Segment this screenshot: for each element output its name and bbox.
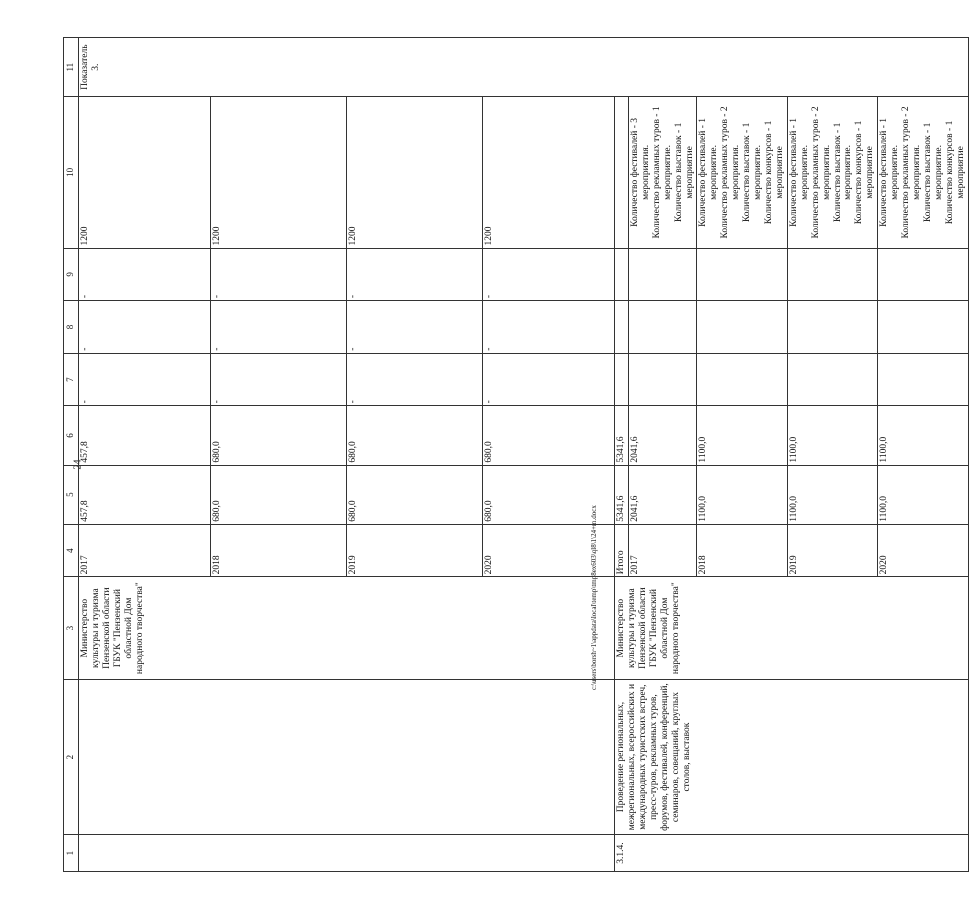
cell-total-label: Итого <box>615 524 629 577</box>
table-row-block1 <box>79 38 615 872</box>
cell-col5 <box>79 465 615 524</box>
cell-executor: Министерство культуры и туризма Пензенской области ГБУК "Пензенский областной Дом народного творчества" <box>79 577 615 680</box>
footer-file-path: c:\users\borsh~1\appdata\local\temp\tmp8ex603\ql8\1\24+m.docx <box>590 505 598 690</box>
value: - <box>79 249 210 301</box>
value: - <box>484 347 495 351</box>
year: 2020 <box>484 555 495 575</box>
value: - <box>210 249 346 301</box>
cell-col8 <box>79 301 615 354</box>
program-table <box>63 37 969 872</box>
value: 680,0 <box>346 466 482 524</box>
cell-years <box>79 524 615 577</box>
header-cell: 8 <box>64 301 79 354</box>
cell-empty <box>628 353 697 406</box>
value: 1200 <box>210 97 346 247</box>
cell-empty <box>615 248 629 301</box>
year: 2017 <box>79 525 210 577</box>
cell-executor: Министерство культуры и туризма Пензенской области ГБУК "Пензенский областной Дом народного творчества" <box>615 577 969 680</box>
cell-indicator: Показатель 3. <box>79 38 969 97</box>
year: 2018 <box>210 525 346 577</box>
cell-col10: Количество фестивалей - 1 мероприятие. Количество рекламных туров - 2 мероприятия. Количество выставок - 1 мероприятие. Количество конкурсов - 1 мероприятие <box>878 97 968 248</box>
value: - <box>79 354 210 406</box>
cell-num: 3.1.4. <box>615 835 969 872</box>
cell-empty <box>628 301 697 354</box>
header-cell: 2 <box>64 679 79 834</box>
cell-col9 <box>79 248 615 301</box>
value: 680,0 <box>484 500 495 522</box>
cell-event: Проведение региональных, межрегиональных, всероссийских и международных туристских встреч, пресс-туров, рекламных туров, форумов, фестивалей, конференций, семинаров, совещаний, круглых столов, выставок <box>615 679 969 834</box>
cell-empty <box>615 353 629 406</box>
value: - <box>346 301 482 353</box>
cell-empty <box>615 301 629 354</box>
value: 1200 <box>346 97 482 247</box>
cell-empty <box>787 301 877 354</box>
value: - <box>346 354 482 406</box>
table-row-total <box>615 38 629 872</box>
cell-year: 2017 <box>628 524 697 577</box>
value: - <box>79 301 210 353</box>
header-cell: 1 <box>64 835 79 872</box>
header-cell: 5 <box>64 465 79 524</box>
cell-col6: 1100,0 <box>787 406 877 465</box>
value: 457,8 <box>79 466 210 524</box>
cell-col5: 2041,6 <box>628 465 697 524</box>
cell-total-6: 5341,6 <box>615 406 629 465</box>
cell-empty <box>697 301 787 354</box>
rotated-table-wrapper <box>63 37 966 872</box>
cell-col6 <box>79 406 615 465</box>
cell-empty <box>697 353 787 406</box>
cell-empty <box>697 248 787 301</box>
value: 680,0 <box>484 441 495 463</box>
cell-total-5: 5341,6 <box>615 465 629 524</box>
cell-col6: 2041,6 <box>628 406 697 465</box>
cell-col7 <box>79 353 615 406</box>
cell-col5: 1100,0 <box>697 465 787 524</box>
header-cell: 4 <box>64 524 79 577</box>
value: 1200 <box>484 226 495 246</box>
cell-col10 <box>79 97 615 248</box>
cell-event-empty <box>79 679 615 834</box>
value: 1200 <box>79 97 210 247</box>
cell-empty <box>787 248 877 301</box>
cell-num-empty <box>79 835 615 872</box>
year: 2019 <box>346 525 482 577</box>
value: 457,8 <box>79 406 210 464</box>
header-cell: 9 <box>64 248 79 301</box>
cell-empty <box>615 97 629 248</box>
cell-col6: 1100,0 <box>697 406 787 465</box>
cell-col10: Количество фестивалей - 3 мероприятия. Количество рекламных туров - 1 мероприятие. Количество выставок - 1 мероприятие <box>628 97 697 248</box>
cell-empty <box>878 301 968 354</box>
value: 680,0 <box>210 406 346 464</box>
value: 680,0 <box>210 466 346 524</box>
value: - <box>484 294 495 299</box>
value: - <box>210 354 346 406</box>
header-row <box>64 38 79 872</box>
header-cell: 10 <box>64 97 79 248</box>
value: - <box>484 400 495 404</box>
cell-empty <box>628 248 697 301</box>
cell-col5: 1100,0 <box>878 465 968 524</box>
value: - <box>210 301 346 353</box>
value: - <box>346 249 482 301</box>
cell-year: 2020 <box>878 524 968 577</box>
header-cell: 11 <box>64 38 79 97</box>
cell-col10: Количество фестивалей - 1 мероприятие. Количество рекламных туров - 2 мероприятия. Количество выставок - 1 мероприятие. Количество конкурсов - 1 мероприятие <box>697 97 787 248</box>
years-list <box>79 525 614 577</box>
page-number: 24 <box>72 459 84 470</box>
cell-empty <box>878 248 968 301</box>
cell-empty <box>878 353 968 406</box>
cell-col5: 1100,0 <box>787 465 877 524</box>
cell-empty <box>787 353 877 406</box>
value: 680,0 <box>346 406 482 464</box>
header-cell: 7 <box>64 353 79 406</box>
cell-col6: 1100,0 <box>878 406 968 465</box>
header-cell: 3 <box>64 577 79 680</box>
header-cell: 6 <box>64 406 79 465</box>
cell-year: 2018 <box>697 524 787 577</box>
cell-col10: Количество фестивалей - 1 мероприятие. Количество рекламных туров - 2 мероприятия. Количество выставок - 1 мероприятие. Количество конкурсов - 1 мероприятие <box>787 97 877 248</box>
cell-year: 2019 <box>787 524 877 577</box>
